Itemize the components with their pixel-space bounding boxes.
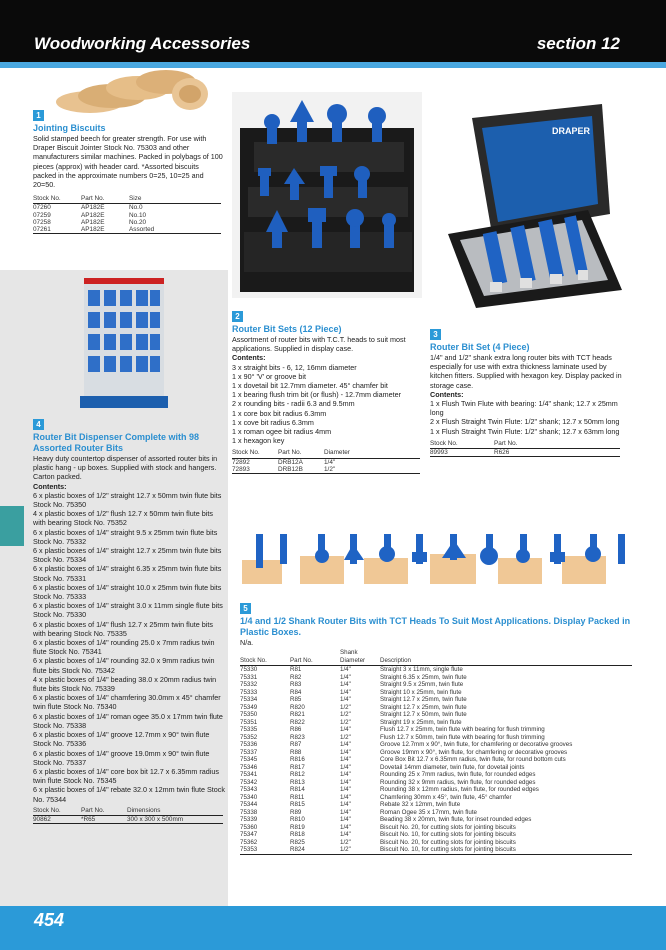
section-5-table <box>240 649 632 855</box>
list-item: 1 x cove bit radius 6.3mm <box>232 417 314 427</box>
table-row: 75332 R83 1/4" Straight 9.5 x 25mm, twin flute <box>240 681 464 689</box>
table-row: 75353 R824 1/2" Biscuit No. 10, for cutting slots for jointing biscuits <box>240 846 632 854</box>
list-item: 6 x plastic boxes of 1/4" chamfering 30.0mm x 45° chamfer twin flute Stock No. 75340 <box>33 693 221 712</box>
list-item: 6 x plastic boxes of 1/4" straight 6.35 x 25mm twin flute bits Stock No. 75331 <box>33 564 222 583</box>
list-item: 2 x rounding bits - radii 6.3 and 9.5mm <box>232 399 355 409</box>
section-1-table <box>33 195 221 234</box>
list-item: 1 x dovetail bit 12.7mm diameter. 45° chamfer bit <box>232 381 388 391</box>
table-header: Stock No. Part No. Dimensions <box>33 807 223 816</box>
table-row: 75342 R813 1/4" Rounding 32 x 9mm radius, twin flute, for rounded edges <box>240 778 536 786</box>
table-row: 75362 R825 1/2" Biscuit No. 20, for cutting slots for jointing biscuits <box>240 838 516 846</box>
header-title: Woodworking Accessories <box>34 34 251 53</box>
section-1-title: Jointing Biscuits <box>33 123 106 133</box>
side-tab <box>0 506 24 546</box>
list-item: 1 x 90° 'V' or groove bit <box>232 371 306 381</box>
list-item: 6 x plastic boxes of 1/4" straight 12.7 x 25mm twin flute bits Stock No. 75334 <box>33 546 222 565</box>
list-item: 6 x plastic boxes of 1/4" roman ogee 35.0 x 17mm twin flute Stock No. 75338 <box>33 711 223 730</box>
table-row: 07261 AP182E Assorted <box>33 226 221 234</box>
section-2-number: 2 <box>232 306 422 324</box>
router-bit-case-photo <box>432 94 628 312</box>
page-footer <box>0 906 666 950</box>
list-item: 6 x plastic boxes of 1/2" straight 12.7 x 50mm twin flute bits Stock No. 75350 <box>33 490 222 510</box>
case-label: DRAPER <box>552 126 591 136</box>
section-5-title: 1/4 and 1/2 Shank Router Bits with TCT Heads To Suit Most Applications. Display Packed in Plastic Boxes. <box>240 616 631 637</box>
table-header: Stock No. Part No. Diameter <box>232 449 420 458</box>
section-4-number: 4 <box>33 414 225 432</box>
table-row: 75350 R821 1/2" Straight 12.7 x 50mm, twin flute <box>240 711 467 719</box>
header-section: section 12 <box>536 34 620 53</box>
table-header <box>33 195 221 204</box>
list-item: 1 x roman ogee bit radius 4mm <box>232 427 332 437</box>
section-5 <box>240 598 634 855</box>
page-number: 454 <box>34 910 65 930</box>
section-2-title: Router Bit Sets (12 Piece) <box>232 324 342 334</box>
section-2-table <box>232 449 420 474</box>
section-1-number: 1 <box>33 105 223 123</box>
list-item: 6 x plastic boxes of 1/4" straight 9.5 x 25mm twin flute bits Stock No. 75332 <box>33 527 218 546</box>
table-row: 75330 R81 1/4" Straight 3 x 11mm, single flute <box>240 666 463 674</box>
table-header: Stock No. Part No. <box>430 440 620 449</box>
table-row: 75347 R818 1/4" Biscuit No. 10, for cutting slots for jointing biscuits <box>240 831 516 839</box>
section-1 <box>33 105 223 234</box>
section-2 <box>232 306 422 474</box>
section-3-table <box>430 440 620 457</box>
section-1-desc: Solid stamped beech for greater strength. For use with Draper Biscuit Jointer Stock No. 75303 and other manufacturers similar machines. Packed in polybags of 100 pieces (approx) with header card. *Assorted biscuits packed in the approximate numbers 0=25, 10=25 and 20=50. <box>33 134 223 190</box>
table-row: 90862 *R65 300 x 300 x 500mm <box>33 815 223 823</box>
section-3-desc: 1/4" and 1/2" shank extra long router bits with TCT heads especially for use with extra thickness laminate used by kitchen fitters. Supplied with hexagon key. Display packed in storage case. <box>430 353 622 390</box>
list-item: 6 x plastic boxes of 1/4" flush 12.7 x 25mm twin flute bits with bearing Stock No. 75335 <box>33 619 213 638</box>
list-item: 6 x plastic boxes of 1/4" groove 12.7mm x 90° twin flute Stock No. 75336 <box>33 730 210 749</box>
section-3 <box>430 324 630 457</box>
table-row: 75340 R811 1/4" Chamfering 30mm x 45°, twin flute, 45° chamfer <box>240 793 512 801</box>
table-row: 75334 R85 1/4" Straight 12.7 x 25mm, twin flute <box>240 696 467 704</box>
section-3-title: Router Bit Set (4 Piece) <box>430 342 530 352</box>
table-row: 07259 AP182E No.10 <box>33 211 147 219</box>
col-part: Part No. <box>81 195 129 204</box>
section-4-table <box>33 807 223 824</box>
section-3-contents-label: Contents: <box>430 389 464 399</box>
col-stock: Stock No. <box>33 195 81 204</box>
section-4-contents-label: Contents: <box>33 481 67 491</box>
list-item: 6 x plastic boxes of 1/4" rebate 32.0 x 12mm twin flute Stock No. 75344 <box>33 785 225 804</box>
table-row: 72892 DRB12A 1/4" <box>232 458 336 466</box>
table-row: 75337 R88 1/4" Groove 19mm x 90°, twin flute, for chamfering or decorative grooves <box>240 748 568 756</box>
table-row: 75335 R86 1/4" Flush 12.7 x 25mm, twin flute with bearing for flush trimming <box>240 726 545 734</box>
table-header: Stock No. Part No. Shank Diameter Description <box>240 649 632 666</box>
page-header <box>0 0 666 62</box>
section-4-title: Router Bit Dispenser Complete with 98 Assorted Router Bits <box>33 432 200 453</box>
table-row: 07258 AP182E No.20 <box>33 218 147 226</box>
table-row: 75338 R89 1/4" Roman Ogee 35 x 17mm, twin flute <box>240 808 477 816</box>
list-item: 3 x straight bits - 6, 12, 16mm diameter <box>232 362 357 372</box>
table-row: 75333 R84 1/4" Straight 10 x 25mm, twin flute <box>240 688 462 696</box>
table-row: 75336 R87 1/4" Groove 12.7mm x 90°, twin flute, for chamfering or decorative grooves <box>240 741 573 749</box>
section-4 <box>33 414 225 824</box>
table-row: 75360 R819 1/4" Biscuit No. 20, for cutting slots for jointing biscuits <box>240 823 516 831</box>
section-2-contents-label: Contents: <box>232 353 266 363</box>
table-row: 75345 R816 1/4" Core Box Bit 12.7 x 6.35mm radius, twin flute, for round bottom cuts <box>240 756 566 764</box>
table-row: 75341 R812 1/4" Rounding 25 x 7mm radius, twin flute, for rounded edges <box>240 771 536 779</box>
col-size: Size <box>129 195 221 204</box>
list-item: 1 x core box bit radius 6.3mm <box>232 408 327 418</box>
list-item: 1 x hexagon key <box>232 436 285 446</box>
table-row: 89993 R626 <box>430 449 620 457</box>
table-row: 75346 R817 1/4" Dovetail 14mm diameter, twin flute, for dovetail joints <box>240 763 525 771</box>
table-row: 75352 R823 1/2" Flush 12.7 x 50mm, twin flute with bearing for flush trimming <box>240 733 545 741</box>
table-row: 75351 R822 1/2" Straight 19 x 25mm, twin flute <box>240 718 462 726</box>
section-5-number: 5 <box>240 598 634 616</box>
list-item: 6 x plastic boxes of 1/4" groove 19.0mm x 90° twin flute Stock No. 75337 <box>33 748 210 767</box>
table-row: 75339 R810 1/4" Beading 38 x 20mm, twin flute, for inset rounded edges <box>240 816 532 824</box>
section-2-desc: Assortment of router bits with T.C.T. heads to suit most applications. Supplied in display case. <box>232 335 406 354</box>
table-row: 75343 R814 1/4" Rounding 38 x 12mm radius, twin flute, for rounded edges <box>240 786 539 794</box>
router-bit-set-photo <box>232 92 422 298</box>
list-item: 1 x bearing flush trim bit (or flush) - 12.7mm diameter <box>232 390 401 400</box>
table-row: 75349 R820 1/2" Straight 12.7 x 25mm, twin flute <box>240 703 467 711</box>
list-item: 4 x plastic boxes of 1/2" flush 12.7 x 50mm twin flute bits with bearing Stock No. 75352 <box>33 509 213 528</box>
list-item: 4 x plastic boxes of 1/4" beading 38.0 x 20mm radius twin flute bits Stock No. 75339 <box>33 674 217 694</box>
list-item: 2 x Flush Straight Twin Flute: 1/2" shank; 12.7 x 50mm long <box>430 417 620 427</box>
list-item: 1 x Flush Straight Twin Flute: 1/2" shank; 12.7 x 63mm long <box>430 426 620 436</box>
list-item: 6 x plastic boxes of 1/4" straight 10.0 x 25mm twin flute bits Stock No. 75333 <box>33 582 222 602</box>
table-row: 75331 R82 1/4" Straight 6.35 x 25mm, twin flute <box>240 673 467 681</box>
list-item: 6 x plastic boxes of 1/4" straight 3.0 x 11mm single flute bits Stock No. 75330 <box>33 601 223 620</box>
list-item: 6 x plastic boxes of 1/4" rounding 32.0 x 9mm radius twin flute bits Stock No. 75342 <box>33 656 215 675</box>
table-row: 07260 AP182E No.0 <box>33 204 143 212</box>
dispenser-photo <box>78 272 170 412</box>
list-item: 6 x plastic boxes of 1/4" core box bit 12.7 x 6.35mm radius twin flute Stock No. 75345 <box>33 766 219 786</box>
section-4-desc: Heavy duty countertop dispenser of assorted router bits in plastic hang - up boxes. Supplied with stock and hangers. Carton packed. <box>33 454 218 482</box>
table-row: 75344 R815 1/4" Rebate 32 x 12mm, twin flute <box>240 801 461 809</box>
list-item: 6 x plastic boxes of 1/4" rounding 25.0 x 7mm radius twin flute Stock No. 75341 <box>33 638 215 657</box>
table-row: 72893 DRB12B 1/2" <box>232 466 420 474</box>
section-5-note: N/a. <box>240 638 254 647</box>
section-3-number: 3 <box>430 324 630 342</box>
router-bits-strip-photo <box>240 530 632 586</box>
list-item: 1 x Flush Twin Flute with bearing: 1/4" shank; 12.7 x 25mm long <box>430 399 618 418</box>
